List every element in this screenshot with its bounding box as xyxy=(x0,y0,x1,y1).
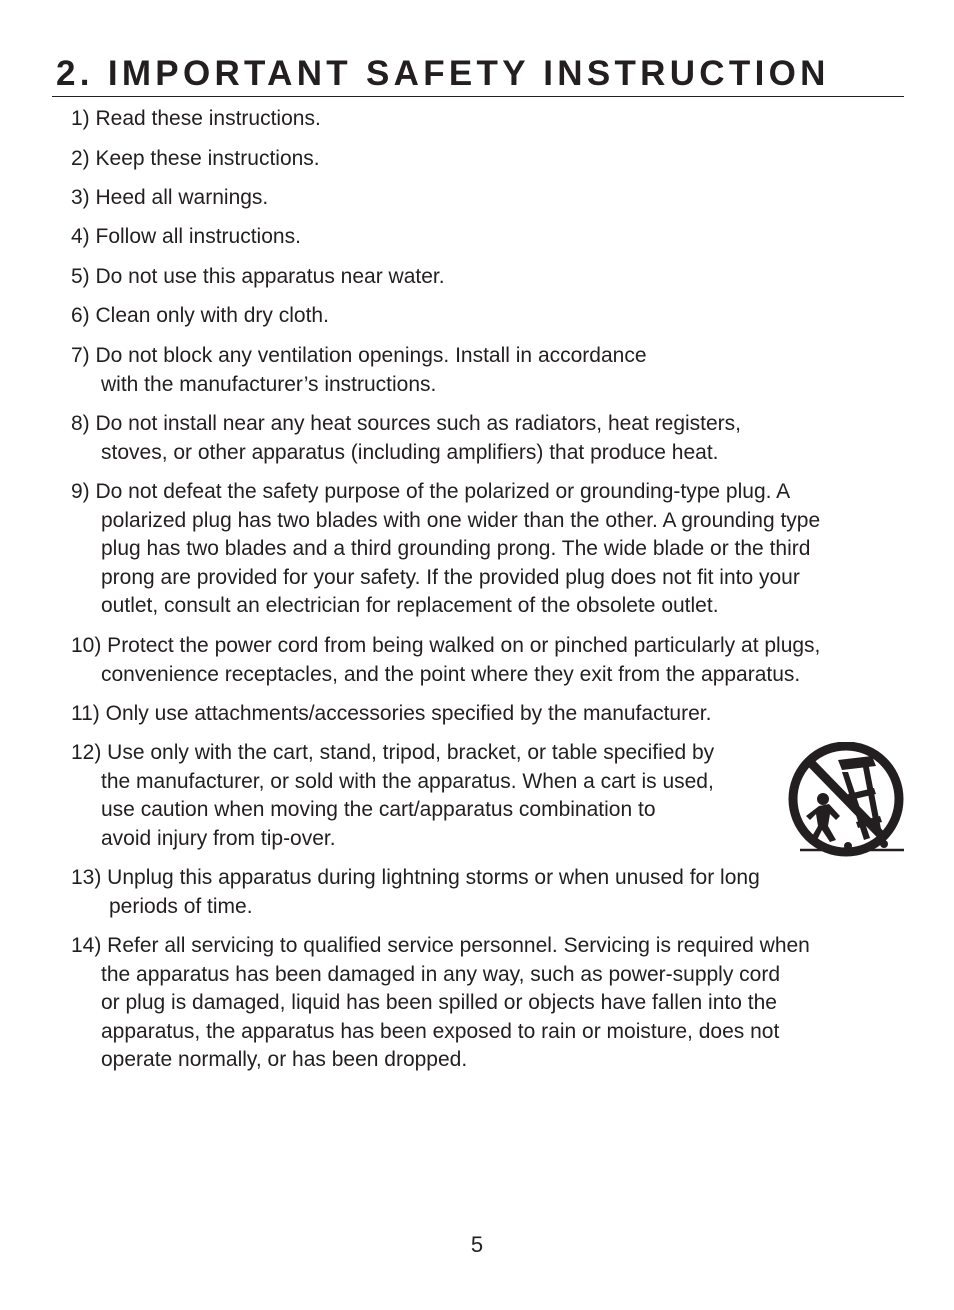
instruction-line: 1) Read these instructions. xyxy=(71,107,321,130)
instruction-line: 3) Heed all warnings. xyxy=(71,186,269,209)
title-underline xyxy=(52,96,904,97)
instruction-line: 8) Do not install near any heat sources such as radiators, heat registers, xyxy=(71,412,742,435)
instruction-line: stoves, or other apparatus (including amplifiers) that produce heat. xyxy=(101,440,719,464)
instruction-line: convenience receptacles, and the point where they exit from the apparatus. xyxy=(101,662,801,686)
instruction-line: polarized plug has two blades with one wider than the other. A grounding type xyxy=(101,508,821,532)
instruction-line: periods of time. xyxy=(109,894,253,918)
instruction-item xyxy=(71,145,320,174)
instruction-item xyxy=(71,932,810,1075)
page-number: 5 xyxy=(470,1232,484,1257)
instruction-item xyxy=(71,342,647,399)
instruction-line: operate normally, or has been dropped. xyxy=(101,1048,468,1071)
instruction-line: 5) Do not use this apparatus near water. xyxy=(71,265,445,288)
instruction-line: or plug is damaged, liquid has been spilled or objects have fallen into the xyxy=(101,991,777,1014)
page-title: 2. IMPORTANT SAFETY INSTRUCTION xyxy=(56,54,830,93)
instruction-line: prong are provided for your safety. If the provided plug does not fit into your xyxy=(101,565,800,589)
instruction-line: 14) Refer all servicing to qualified service personnel. Servicing is required when xyxy=(71,934,810,957)
instruction-line: 13) Unplug this apparatus during lightning storms or when unused for long xyxy=(71,866,760,889)
instruction-line: 9) Do not defeat the safety purpose of the polarized or grounding-type plug. A xyxy=(71,480,791,503)
instruction-item xyxy=(71,700,711,729)
instruction-item xyxy=(71,864,760,921)
instruction-item xyxy=(71,263,445,292)
instruction-line: 4) Follow all instructions. xyxy=(71,225,301,248)
instruction-line: 11) Only use attachments/accessories specified by the manufacturer. xyxy=(71,702,712,725)
instruction-line: apparatus, the apparatus has been exposed to rain or moisture, does not xyxy=(101,1019,780,1043)
instruction-line: outlet, consult an electrician for replacement of the obsolete outlet. xyxy=(101,594,719,617)
instruction-line: 10) Protect the power cord from being walked on or pinched particularly at plugs, xyxy=(71,634,821,657)
instruction-item xyxy=(71,632,820,689)
instruction-line: 6) Clean only with dry cloth. xyxy=(71,304,329,327)
instruction-line: with the manufacturer’s instructions. xyxy=(101,372,437,396)
cart-tip-over-warning-icon xyxy=(786,742,906,860)
instruction-item xyxy=(71,739,714,853)
instruction-item xyxy=(71,223,301,252)
instruction-item xyxy=(71,302,329,331)
instruction-line: 7) Do not block any ventilation openings. Install in accordance xyxy=(71,344,647,367)
instruction-line: 12) Use only with the cart, stand, tripod, bracket, or table specified by xyxy=(71,741,715,764)
instruction-line: 2) Keep these instructions. xyxy=(71,147,320,170)
instruction-item xyxy=(71,105,321,134)
instruction-line: the manufacturer, or sold with the apparatus. When a cart is used, xyxy=(101,769,714,793)
instruction-item xyxy=(71,478,820,621)
instruction-line: avoid injury from tip-over. xyxy=(101,826,336,850)
instruction-line: plug has two blades and a third grounding prong. The wide blade or the third xyxy=(101,537,811,560)
instruction-line: use caution when moving the cart/apparatus combination to xyxy=(101,798,656,821)
instruction-item xyxy=(71,184,268,213)
instruction-line: the apparatus has been damaged in any way, such as power-supply cord xyxy=(101,962,781,986)
instruction-item xyxy=(71,410,741,467)
